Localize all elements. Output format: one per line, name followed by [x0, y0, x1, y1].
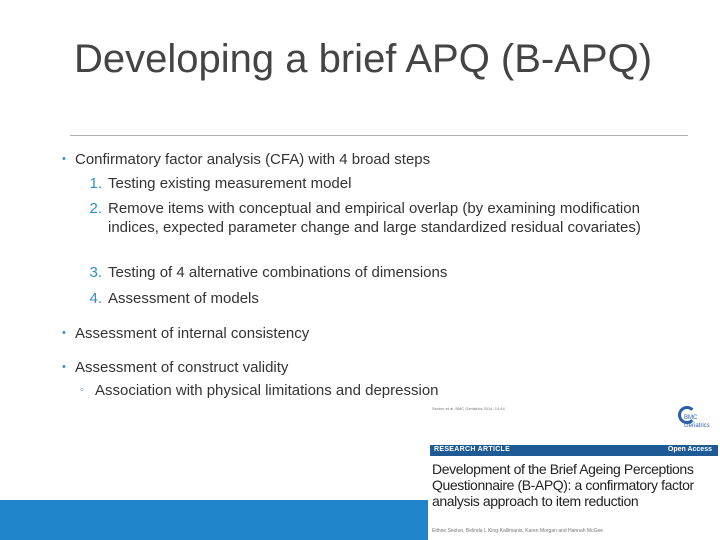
- bullet-text: Confirmatory factor analysis (CFA) with 4 broad steps: [75, 151, 431, 168]
- sub-bullet-marker: ◦: [80, 384, 84, 396]
- bullet-marker: •: [62, 327, 66, 339]
- article-type: RESEARCH ARTICLE: [434, 446, 511, 453]
- journal-name: BMC Geriatrics: [684, 415, 710, 429]
- bullet-marker: •: [62, 153, 66, 165]
- sub-bullet-text: Association with physical limitations and depression: [95, 382, 439, 399]
- item-text: Assessment of models: [108, 290, 259, 307]
- article-citation: Sexton et al. BMC Geriatrics 2014, 14:44: [432, 406, 505, 411]
- title-divider: [70, 135, 688, 136]
- item-number: 1.: [89, 175, 102, 192]
- bullet-text: Assessment of internal consistency: [75, 325, 310, 342]
- article-thumbnail: [428, 404, 720, 540]
- decorative-accent-bar: [0, 500, 428, 540]
- item-text: Testing of 4 alternative combinations of dimensions: [108, 264, 448, 281]
- article-authors: Eithne Sexton, Belinda L King-Kallimanis, Karen Morgan and Hannah McGee: [432, 528, 604, 534]
- article-title: Development of the Brief Ageing Perceptions Questionnaire (B-APQ): a confirmatory factor analysis approach to item reduction: [432, 461, 694, 509]
- item-number: 4.: [89, 290, 102, 307]
- article-banner: [430, 445, 718, 456]
- item-text: Testing existing measurement model: [108, 175, 352, 192]
- item-text: Remove items with conceptual and empirical overlap (by examining modification indices, expected parameter change and large standardized residual covariates): [108, 200, 641, 236]
- bullet-text: Assessment of construct validity: [75, 359, 289, 376]
- bullet-marker: •: [62, 361, 66, 373]
- item-number: 2.: [89, 200, 102, 217]
- item-number: 3.: [89, 264, 102, 281]
- slide-title: Developing a brief APQ (B-APQ): [74, 37, 653, 81]
- open-access-label: Open Access: [667, 446, 712, 453]
